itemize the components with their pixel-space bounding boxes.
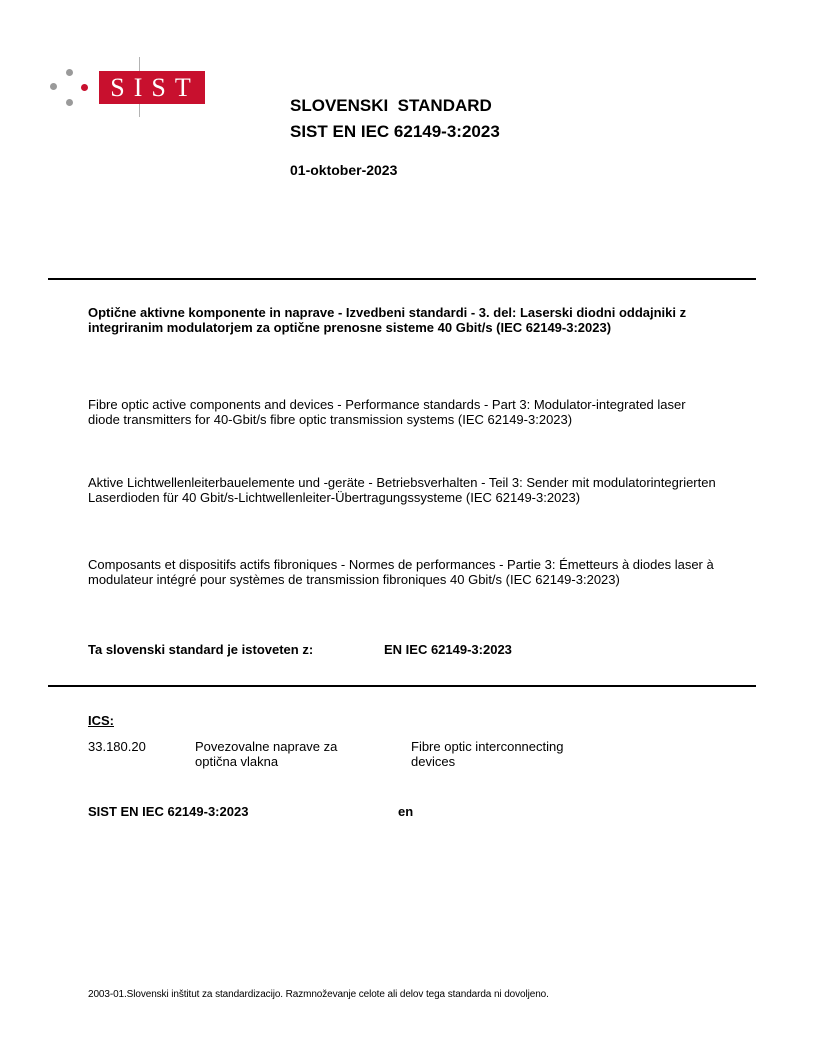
document-language: en <box>398 804 414 819</box>
logo-dot-left-icon <box>50 83 57 90</box>
ics-desc-en-line2: devices <box>411 754 456 769</box>
title-french: Composants et dispositifs actifs fibroniques - Normes de performances - Partie 3: Émetteurs à diodes laser à modulateur intégré pour systèmes de transmission fibroniques 40 Gbit/s (IEC 62149-3:2023) <box>88 557 714 587</box>
ics-desc-sl-line2: optična vlakna <box>195 754 279 769</box>
ics-description-slovenian <box>195 739 337 769</box>
logo-wordmark: SIST <box>99 71 205 104</box>
title-slovenian: Optične aktivne komponente in naprave - Izvedbeni standardi - 3. del: Laserski diodni oddajniki z integriranim modulatorjem za optične prenosne sisteme 40 Gbit/s (IEC 62149-3:2023) <box>88 305 687 335</box>
logo-dot-top-icon <box>66 69 73 76</box>
ics-desc-sl-line1: Povezovalne naprave za <box>195 739 338 754</box>
logo-dot-bottom-icon <box>66 99 73 106</box>
ics-desc-en-line1: Fibre optic interconnecting <box>411 739 564 754</box>
ics-heading: ICS: <box>88 713 114 728</box>
standard-header <box>290 93 500 145</box>
identity-value: EN IEC 62149-3:2023 <box>384 642 512 657</box>
header-line1: SLOVENSKI STANDARD <box>290 96 492 115</box>
title-german: Aktive Lichtwellenleiterbauelemente und -geräte - Betriebsverhalten - Teil 3: Sender mit modulatorintegrierten Laserdioden für 40 Gbit/s-Lichtwellenleiter-Übertragungssysteme (IEC 62149-3:2023) <box>88 475 716 505</box>
identity-label: Ta slovenski standard je istoveten z: <box>88 642 314 657</box>
top-divider <box>48 278 756 280</box>
bottom-divider <box>48 685 756 687</box>
ics-code: 33.180.20 <box>88 739 146 754</box>
publication-date: 01-oktober-2023 <box>290 162 398 178</box>
header-line2: SIST EN IEC 62149-3:2023 <box>290 122 500 141</box>
ics-description-english <box>411 739 563 769</box>
copyright-footer: 2003-01.Slovenski inštitut za standardizacijo. Razmnoževanje celote ali delov tega standarda ni dovoljeno. <box>88 989 549 1000</box>
document-id: SIST EN IEC 62149-3:2023 <box>88 804 249 819</box>
logo-dot-red-icon <box>81 84 88 91</box>
title-english: Fibre optic active components and devices - Performance standards - Part 3: Modulator-integrated laser diode transmitters for 40-Gbit/s fibre optic transmission systems (IEC 62149-3:2023) <box>88 397 686 427</box>
